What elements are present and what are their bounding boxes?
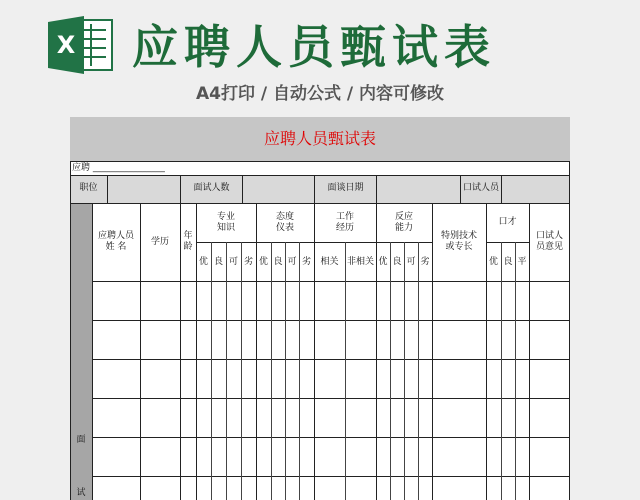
- grade-reaction-ok: 可: [406, 257, 416, 267]
- grade-attitude-fine: 良: [273, 257, 283, 267]
- doc-title: 应聘人员甄试表: [70, 117, 570, 161]
- side-label-test: 试: [76, 488, 86, 498]
- grade-relevant: 相关: [320, 257, 339, 267]
- excel-icon: [46, 14, 114, 76]
- grade-knowledge-poor: 劣: [243, 257, 253, 267]
- grade-reaction-good: 优: [378, 257, 388, 267]
- apply-label: 应聘 ________________: [72, 163, 165, 173]
- interview-date-label: 面谈日期: [327, 183, 364, 193]
- grade-knowledge-good: 优: [198, 257, 208, 267]
- grade-knowledge-ok: 可: [228, 257, 238, 267]
- header-skills: 特别技术 或专长: [440, 231, 477, 252]
- grade-reaction-poor: 劣: [420, 257, 430, 267]
- header-attitude: 态度 仪表: [275, 212, 294, 233]
- grade-eloquence-avg: 平: [517, 257, 527, 267]
- grade-eloquence-good: 优: [488, 257, 498, 267]
- header-reaction: 反应 能力: [394, 212, 413, 233]
- grade-attitude-poor: 劣: [301, 257, 311, 267]
- header-age: 年 龄: [183, 231, 193, 252]
- apply-line: ________________: [92, 163, 165, 173]
- grade-irrelevant: 非相关: [346, 257, 374, 267]
- position-label: 职位: [79, 183, 98, 193]
- interviewer-count-label: 面试人数: [193, 183, 230, 193]
- header-eloquence: 口才: [498, 217, 517, 227]
- header-opinion: 口试人 员意见: [535, 231, 563, 252]
- examiner-label: 口试人员: [462, 183, 499, 193]
- header-education: 学历: [150, 237, 169, 247]
- header-experience: 工作 经历: [335, 212, 354, 233]
- side-label-interview: 面: [76, 435, 86, 445]
- svg-text:X: X: [56, 31, 76, 59]
- spreadsheet-preview: [70, 117, 570, 500]
- banner: [0, 0, 640, 112]
- page-subtitle: A4打印 / 自动公式 / 内容可修改: [195, 84, 445, 104]
- grade-reaction-fine: 良: [392, 257, 402, 267]
- grade-attitude-good: 优: [258, 257, 268, 267]
- grade-knowledge-fine: 良: [213, 257, 223, 267]
- header-knowledge: 专业 知识: [216, 212, 235, 233]
- header-name: 应聘人员 姓 名: [97, 231, 134, 252]
- grade-attitude-ok: 可: [287, 257, 297, 267]
- table-grid: [70, 117, 570, 500]
- grade-eloquence-fine: 良: [503, 257, 513, 267]
- page-title: 应聘人员甄试表: [132, 20, 496, 74]
